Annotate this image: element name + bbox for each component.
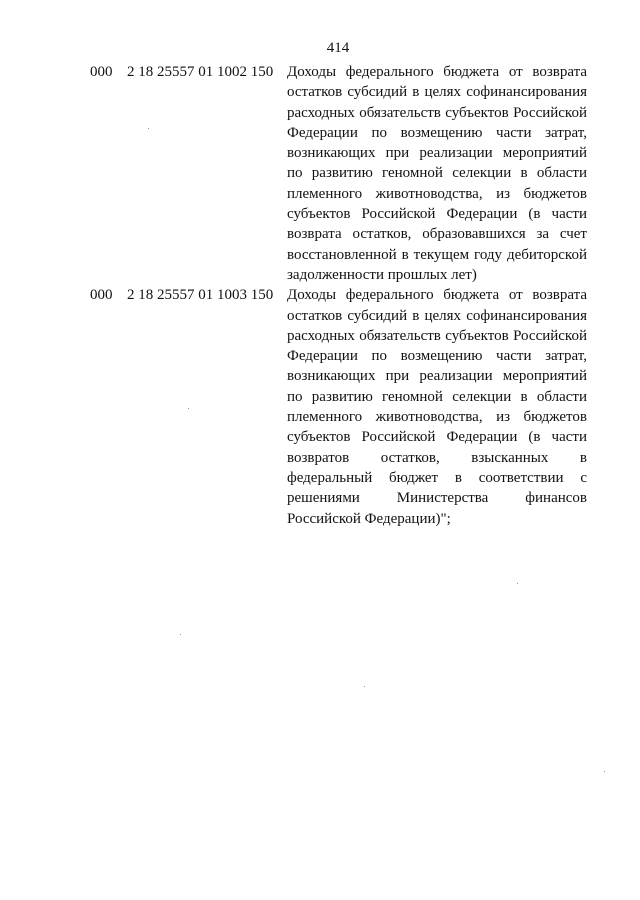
scan-speck bbox=[188, 408, 189, 409]
table-row bbox=[90, 285, 590, 529]
scan-speck bbox=[180, 634, 181, 635]
administrator-code: 000 bbox=[90, 287, 113, 304]
budget-code-table bbox=[90, 62, 590, 529]
administrator-code: 000 bbox=[90, 64, 113, 80]
table-row bbox=[90, 62, 590, 285]
scan-speck bbox=[148, 128, 149, 129]
scan-speck bbox=[364, 686, 365, 687]
scan-speck bbox=[517, 583, 518, 584]
page-number: 414 bbox=[326, 40, 350, 56]
revenue-description: Доходы федерального бюджета от возврата остатков субсидий в целях софинансирования расходных обязательств субъектов Российской Федерации по возмещению части затрат, возникающих при реализации мероприятий по развитию геномной селекции в области племенного животноводства, из бюджетов субъектов Российской Федерации (в части возврата остатков, образовавшихся за счет восстановленной в текущем году дебиторской задолженности прошлых лет) bbox=[287, 64, 587, 283]
revenue-description: Доходы федерального бюджета от возврата остатков субсидий в целях софинансирования расходных обязательств субъектов Российской Федерации по возмещению части затрат, возникающих при реализации мероприятий по развитию геномной селекции в области племенного животноводства, из бюджетов субъектов Российской Федерации (в части возвратов остатков, взысканных в федеральный бюджет в соответствии с решениями Министерства финансов Российской Федерации)"; bbox=[287, 287, 587, 527]
scan-speck bbox=[604, 771, 605, 772]
budget-classification-code: 2 18 25557 01 1003 150 bbox=[127, 287, 274, 304]
budget-classification-code: 2 18 25557 01 1002 150 bbox=[127, 64, 274, 80]
